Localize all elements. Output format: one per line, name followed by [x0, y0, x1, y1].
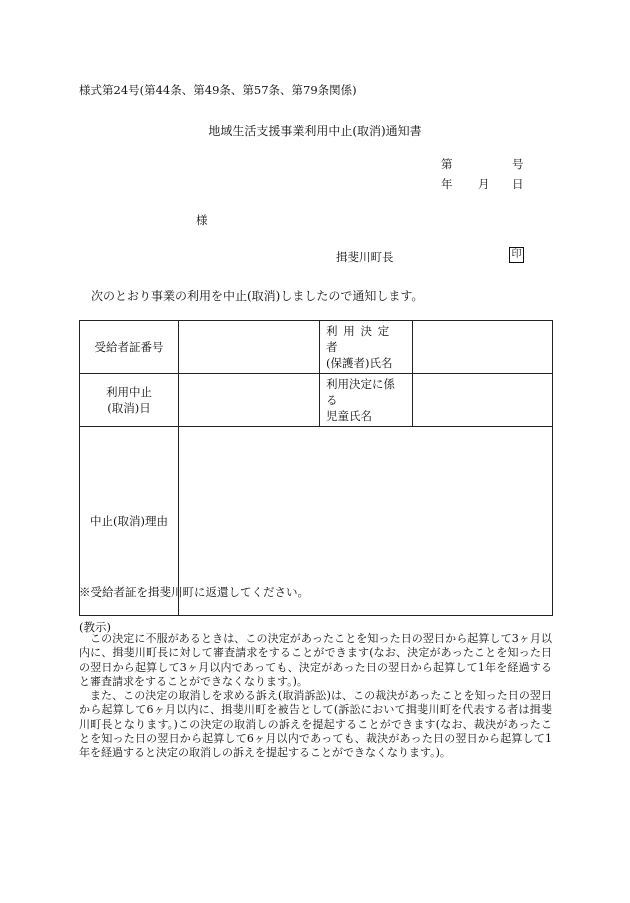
form-number: 様式第24号(第44条、第49条、第57条、第79条関係): [79, 83, 357, 97]
stop-date-value[interactable]: [179, 374, 320, 427]
guardian-name-label: [320, 321, 413, 374]
date-year: 年: [441, 177, 453, 191]
table-row: [80, 374, 553, 427]
guardian-name-value[interactable]: [413, 321, 553, 374]
guardian-label-line2: (保護者)氏名: [326, 356, 393, 370]
table-row: [80, 321, 553, 374]
document-title: 地域生活支援事業利用中止(取消)通知書: [208, 124, 422, 138]
addressee-honorific: 様: [196, 213, 208, 227]
info-table: [79, 320, 553, 616]
child-label-line2: 児童氏名: [326, 409, 372, 423]
number-suffix: 号: [512, 157, 524, 171]
reason-label: 中止(取消)理由: [80, 427, 179, 616]
sender-name: 揖斐川町長: [336, 250, 394, 264]
instruction-body: [79, 632, 552, 761]
guardian-label-line1: 利用決定者: [326, 324, 395, 354]
return-note: ※受給者証を揖斐川町に返還してください。: [79, 585, 309, 599]
instruction-paragraph-2: また、この決定の取消しを求める訴え(取消訴訟)は、この裁決があったことを知った日の翌日から起算して6ヶ月以内に、揖斐川町を被告として(訴訟において揖斐川町を代表する者は揖斐川町長となります。)この決定の取消しの訴えを提起することができます(なお、裁決があったことを知った日の翌日から起算して6ヶ月以内であっても、裁決があった日の翌日から起算して1年を経過すると決定の取消しの訴えを提起することができなくなります。)。: [79, 689, 552, 760]
instruction-paragraph-1: この決定に不服があるときは、この決定があったことを知った日の翌日から起算して3ヶ月以内に、揖斐川町長に対して審査請求をすることができます(なお、決定があったことを知った日の翌日から起算して3ヶ月以内であっても、決定があった日の翌日から起算して1年を経過すると審査請求をすることができなくなります。)。: [79, 632, 552, 688]
child-name-label: [320, 374, 413, 427]
stop-date-line1: 利用中止: [106, 385, 152, 399]
child-label-line1: 利用決定に係る: [326, 377, 395, 407]
recipient-cert-label: 受給者証番号: [80, 321, 179, 374]
child-name-value[interactable]: [413, 374, 553, 427]
stop-date-label: [80, 374, 179, 427]
stop-date-line2: (取消)日: [107, 401, 151, 415]
intro-text: 次のとおり事業の利用を中止(取消)しましたので通知します。: [91, 289, 424, 303]
date-month: 月: [478, 177, 490, 191]
instruction-heading: (教示): [79, 620, 111, 634]
seal-mark: 印: [509, 247, 524, 263]
recipient-cert-value[interactable]: [179, 321, 320, 374]
number-prefix: 第: [441, 157, 453, 171]
date-day: 日: [512, 177, 524, 191]
